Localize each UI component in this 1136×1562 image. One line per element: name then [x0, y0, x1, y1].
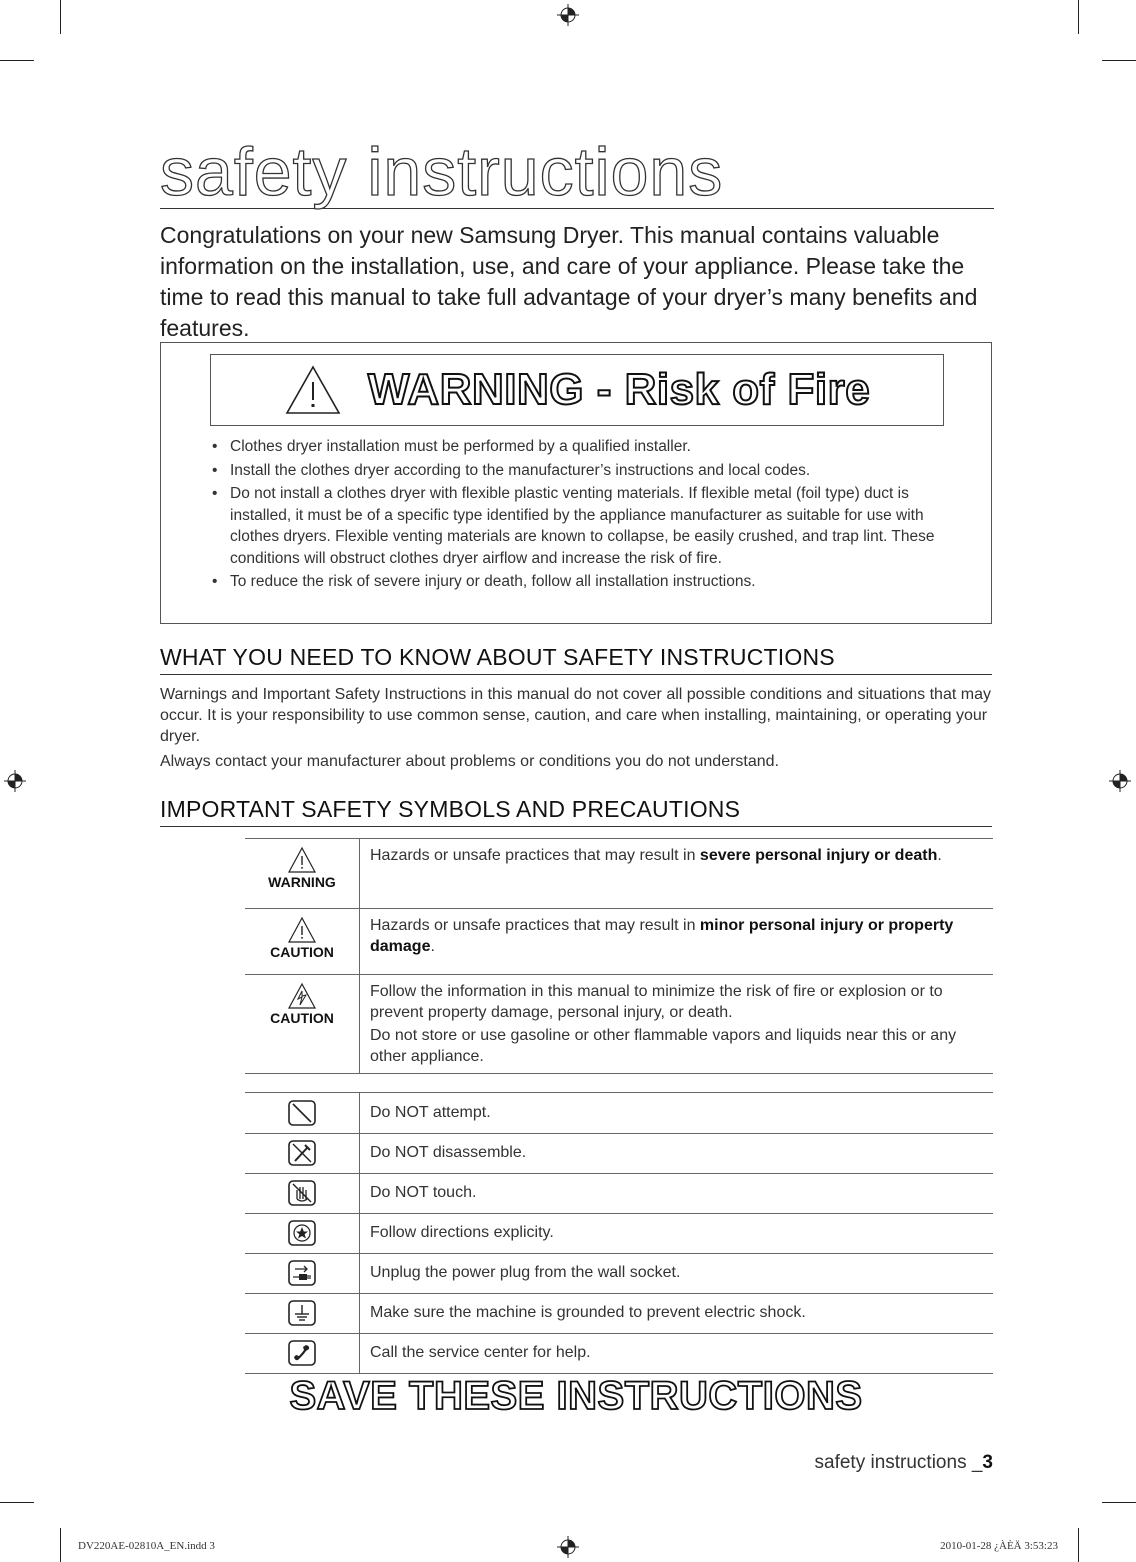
warning-banner [210, 354, 944, 426]
section-know-body [160, 684, 1000, 772]
table-row [245, 909, 993, 975]
registration-mark-icon [557, 4, 579, 26]
description-emphasis: minor personal injury or property damage [370, 917, 954, 955]
symbol-description: Unplug the power plug from the wall socket. [360, 1253, 994, 1293]
slug-right: 2010-01-28 ¿ÀÈÄ 3:53:23 [940, 1540, 1058, 1552]
symbol-cell [245, 1173, 360, 1213]
warning-cell [245, 839, 360, 909]
follow-directions-icon [287, 1219, 317, 1247]
warning-heading: WARNING - Risk of Fire [367, 365, 871, 414]
registration-mark-icon [4, 770, 26, 792]
fire-triangle-icon [287, 982, 317, 1010]
registration-mark-icon [1109, 770, 1131, 792]
footer-section-text: safety instructions _ [814, 1452, 983, 1473]
crop-mark [60, 1528, 61, 1562]
footer-section-label [815, 1452, 994, 1474]
crop-mark [1102, 60, 1136, 61]
symbol-table [245, 1093, 993, 1374]
symbol-description: Do NOT touch. [360, 1173, 994, 1213]
page-title: safety instructions [160, 138, 994, 209]
hazard-description [360, 975, 994, 1074]
description-text: Do not store or use gasoline or other flammable vapors and liquids near this or any other appliance. [370, 1027, 957, 1065]
table-row [245, 839, 993, 909]
section-heading-symbols: IMPORTANT SAFETY SYMBOLS AND PRECAUTIONS [160, 796, 992, 827]
table-row [245, 1253, 993, 1293]
table-row [245, 1133, 993, 1173]
unplug-icon [287, 1259, 317, 1287]
list-item: • Install the clothes dryer according to the manufacturer’s instructions and local codes. [212, 460, 952, 482]
hazard-description [360, 909, 994, 975]
symbol-description: Follow directions explicity. [360, 1213, 994, 1253]
symbol-description: Call the service center for help. [360, 1333, 994, 1373]
description-text: . [937, 847, 942, 864]
list-item: • Do not install a clothes dryer with flexible plastic venting materials. If flexible metal (foil type) duct is installed, it must be of a specific type identified by the appliance manufacturer as suitable for use with clothes dryers. Flexible venting materials are known to collapse, be easily crushed, and trap lint. These conditions will obstruct clothes dryer airflow and increase the risk of fire. [212, 483, 952, 569]
table-row [245, 1213, 993, 1253]
level-label: WARNING [268, 874, 336, 890]
table-row [245, 1333, 993, 1373]
table-row [245, 1093, 993, 1133]
level-label: CAUTION [270, 1010, 334, 1026]
description-emphasis: severe personal injury or death [699, 847, 938, 864]
table-row [245, 1173, 993, 1213]
table-row [245, 1293, 993, 1333]
warning-triangle-icon [287, 846, 317, 874]
symbol-cell [245, 1253, 360, 1293]
description-text: Follow the information in this manual to minimize the risk of fire or explosion or to prevent property damage, personal injury, or death. [370, 983, 943, 1021]
crop-mark [1102, 1502, 1136, 1503]
table-row [245, 975, 993, 1074]
crop-mark [0, 60, 34, 61]
intro-paragraph: Congratulations on your new Samsung Dryer. This manual contains valuable information on the installation, use, and care of your appliance. Please take the time to read this manual to take full advantage of your dryer’s many benefits and features. [160, 222, 978, 341]
symbol-description: Make sure the machine is grounded to prevent electric shock. [360, 1293, 994, 1333]
caution-triangle-icon [287, 916, 317, 944]
symbol-cell [245, 1213, 360, 1253]
description-text: . [430, 938, 435, 955]
crop-mark [1078, 1528, 1079, 1562]
symbol-description: Do NOT disassemble. [360, 1133, 994, 1173]
ground-icon [287, 1299, 317, 1327]
registration-mark-icon [557, 1536, 579, 1558]
symbol-description: Do NOT attempt. [360, 1093, 994, 1133]
warning-triangle-icon [284, 364, 342, 416]
symbol-cell [245, 1293, 360, 1333]
no-attempt-icon [287, 1099, 317, 1127]
section-heading-know: WHAT YOU NEED TO KNOW ABOUT SAFETY INSTRUCTIONS [160, 644, 992, 675]
symbol-cell [245, 1133, 360, 1173]
paragraph: Warnings and Important Safety Instructions in this manual do not cover all possible conditions and situations that may occur. It is your responsibility to use common sense, caution, and care when installing, maintaining, or operating your dryer. [160, 686, 991, 745]
description-text: Hazards or unsafe practices that may result in [370, 917, 700, 934]
symbol-cell [245, 1093, 360, 1133]
description-text: Hazards or unsafe practices that may result in [370, 847, 700, 864]
paragraph: Always contact your manufacturer about problems or conditions you do not understand. [160, 753, 780, 770]
phone-icon [287, 1339, 317, 1367]
symbol-cell [245, 1333, 360, 1373]
no-touch-icon [287, 1179, 317, 1207]
hazard-level-table [245, 838, 993, 1074]
crop-mark [60, 0, 61, 34]
hazard-description [360, 839, 994, 909]
crop-mark [1078, 0, 1079, 34]
crop-mark [0, 1502, 34, 1503]
warning-list [212, 436, 952, 595]
fire-caution-cell [245, 975, 360, 1074]
no-disassemble-icon [287, 1139, 317, 1167]
page-number: 3 [982, 1452, 993, 1473]
save-instructions-banner: SAVE THESE INSTRUCTIONS [289, 1374, 863, 1418]
level-label: CAUTION [270, 944, 334, 960]
list-item: • To reduce the risk of severe injury or death, follow all installation instructions. [212, 571, 952, 593]
slug-left: DV220AE-02810A_EN.indd 3 [78, 1540, 215, 1552]
list-item: • Clothes dryer installation must be performed by a qualified installer. [212, 436, 952, 458]
caution-cell [245, 909, 360, 975]
